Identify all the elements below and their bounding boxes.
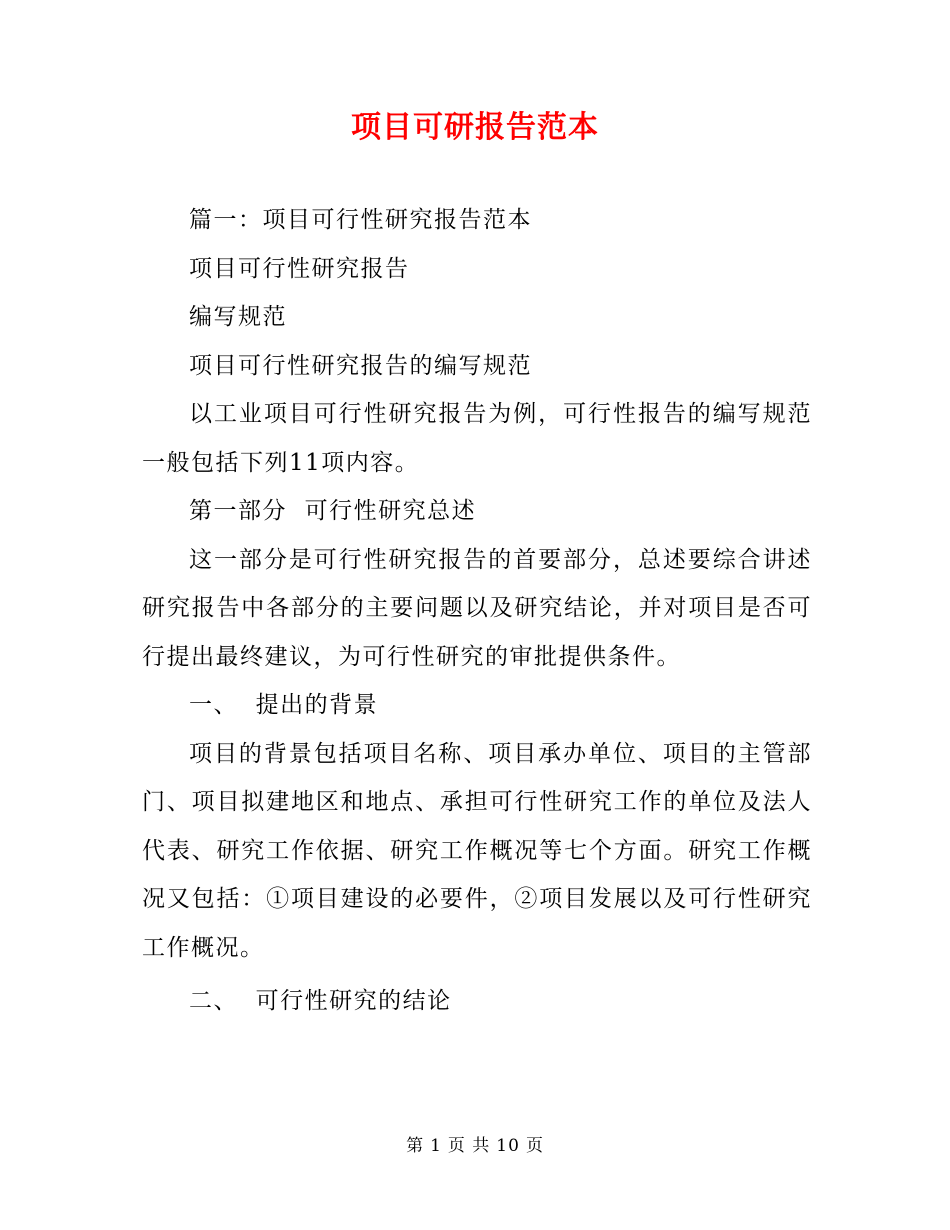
paragraph: 这一部分是可行性研究报告的首要部分，总述要综合讲述研究报告中各部分的主要问题以及研究结论，并对项目是否可行提出最终建议，为可行性研究的审批提供条件。 — [142, 546, 812, 670]
page-footer — [0, 1134, 950, 1158]
paragraph: 项目的背景包括项目名称、项目承办单位、项目的主管部门、项目拟建地区和地点、承担可行性研究工作的单位及法人代表、研究工作依据、研究工作概况等七个方面。研究工作概况又包括：①项目建设的必要件，②项目发展以及可行性研究工作概况。 — [142, 740, 812, 961]
page-label-mid: 页 共 — [447, 1136, 491, 1156]
paragraph: 编写规范 — [189, 304, 287, 330]
document-body — [142, 196, 812, 1026]
paragraph: 以工业项目可行性研究报告为例，可行性报告的编写规范一般包括下列11项内容。 — [142, 401, 812, 476]
paragraph: 项目可行性研究报告 — [189, 255, 410, 282]
document-title: 项目可研报告范本 — [351, 110, 599, 146]
section-heading: 第一部分 可行性研究总述 — [189, 498, 477, 524]
section-heading: 一、 提出的背景 — [189, 692, 379, 718]
paragraph: 篇一：项目可行性研究报告范本 — [189, 207, 532, 233]
current-page-number: 1 — [430, 1136, 442, 1156]
section-heading: 二、 可行性研究的结论 — [189, 988, 452, 1014]
paragraph: 项目可行性研究报告的编写规范 — [189, 352, 532, 379]
total-pages-number: 10 — [496, 1136, 520, 1156]
page-label-suffix: 页 — [525, 1136, 544, 1156]
page-label-prefix: 第 — [406, 1136, 425, 1156]
